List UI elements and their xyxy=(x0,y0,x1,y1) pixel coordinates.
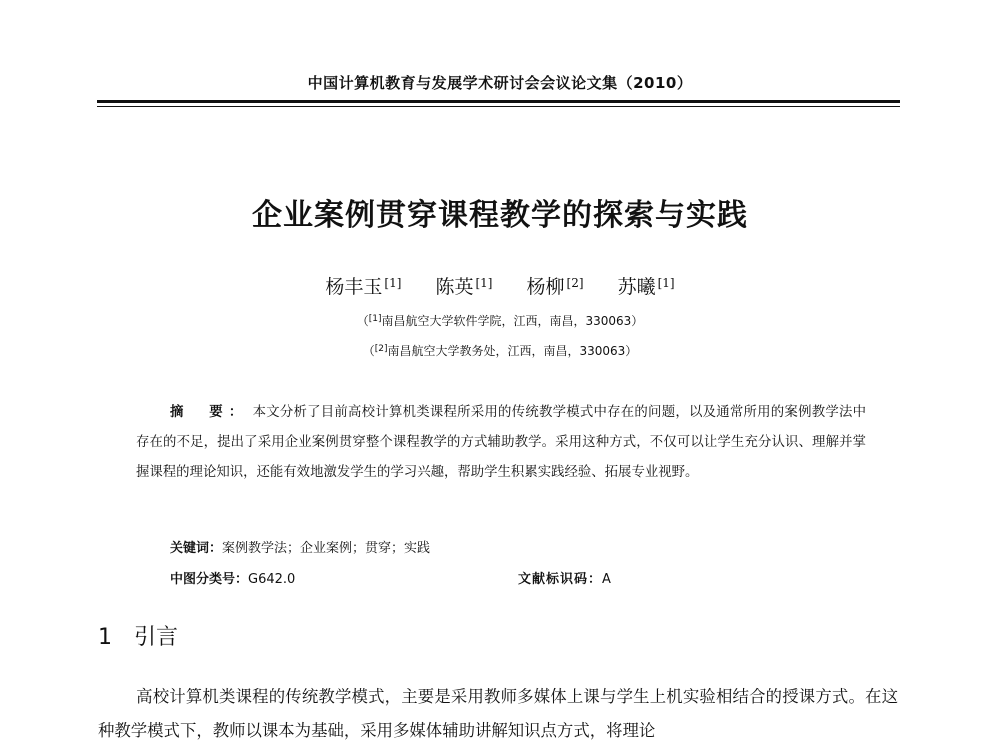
author-name: 苏曦 xyxy=(617,276,656,298)
author-2 xyxy=(435,276,492,298)
author-mark: [1] xyxy=(657,276,675,290)
classification-value: G642.0 xyxy=(248,572,296,587)
header-rule-thick xyxy=(97,100,900,103)
abstract-label: 摘 要： xyxy=(170,405,249,420)
affiliation-1: （[1]南昌航空大学软件学院，江西，南昌，330063） xyxy=(356,314,644,328)
author-4 xyxy=(618,276,675,298)
body-paragraph xyxy=(98,680,898,748)
author-mark: [2] xyxy=(566,276,584,290)
author-mark: [1] xyxy=(384,276,402,290)
running-head: 中国计算机教育与发展学术研讨会会议论文集（2010） xyxy=(307,74,693,92)
document-code-label: 文献标识码： xyxy=(518,572,603,587)
document-code xyxy=(518,568,611,587)
author-3 xyxy=(527,276,584,298)
document-code-value: A xyxy=(602,572,611,587)
author-name: 杨丰玉 xyxy=(325,276,383,298)
author-mark: [1] xyxy=(475,276,493,290)
author-1 xyxy=(325,276,401,298)
author-name: 杨柳 xyxy=(526,276,565,298)
author-name: 陈英 xyxy=(435,276,474,298)
affiliation-2: （[2]南昌航空大学教务处，江西，南昌，330063） xyxy=(362,344,638,358)
header-rule-thin xyxy=(97,106,900,107)
section-title: 引言 xyxy=(134,625,179,650)
keywords-text: 案例教学法；企业案例；贯穿；实践 xyxy=(222,541,431,556)
abstract-text: 本文分析了目前高校计算机类课程所采用的传统教学模式中存在的问题，以及通常所用的案例教学法中存在的不足，提出了采用企业案例贯穿整个课程教学的方式辅助教学。采用这种方式，不仅可以让学生充分认识、理解并掌握课程的理论知识，还能有效地激发学生的学习兴趣，帮助学生积累实践经验、拓展专业视野。 xyxy=(136,405,867,480)
author-list xyxy=(0,272,1000,299)
keywords-label: 关键词： xyxy=(170,541,223,556)
body-text: 高校计算机类课程的传统教学模式，主要是采用教师多媒体上课与学生上机实验相结合的授课方式。在这种教学模式下，教师以课本为基础，采用多媒体辅助讲解知识点方式，将理论 xyxy=(98,687,898,740)
section-number: 1 xyxy=(98,625,112,650)
affiliation-mark: [1] xyxy=(368,314,382,324)
paper-title: 企业案例贯穿课程教学的探索与实践 xyxy=(252,198,748,233)
abstract xyxy=(136,398,866,488)
affiliation-mark: [2] xyxy=(374,344,388,354)
affiliation-text: 南昌航空大学软件学院，江西，南昌，330063 xyxy=(381,314,632,328)
keywords xyxy=(170,537,430,556)
classification-label: 中图分类号： xyxy=(170,572,249,587)
affiliation-text: 南昌航空大学教务处，江西，南昌，330063 xyxy=(387,344,626,358)
section-heading xyxy=(98,620,178,651)
